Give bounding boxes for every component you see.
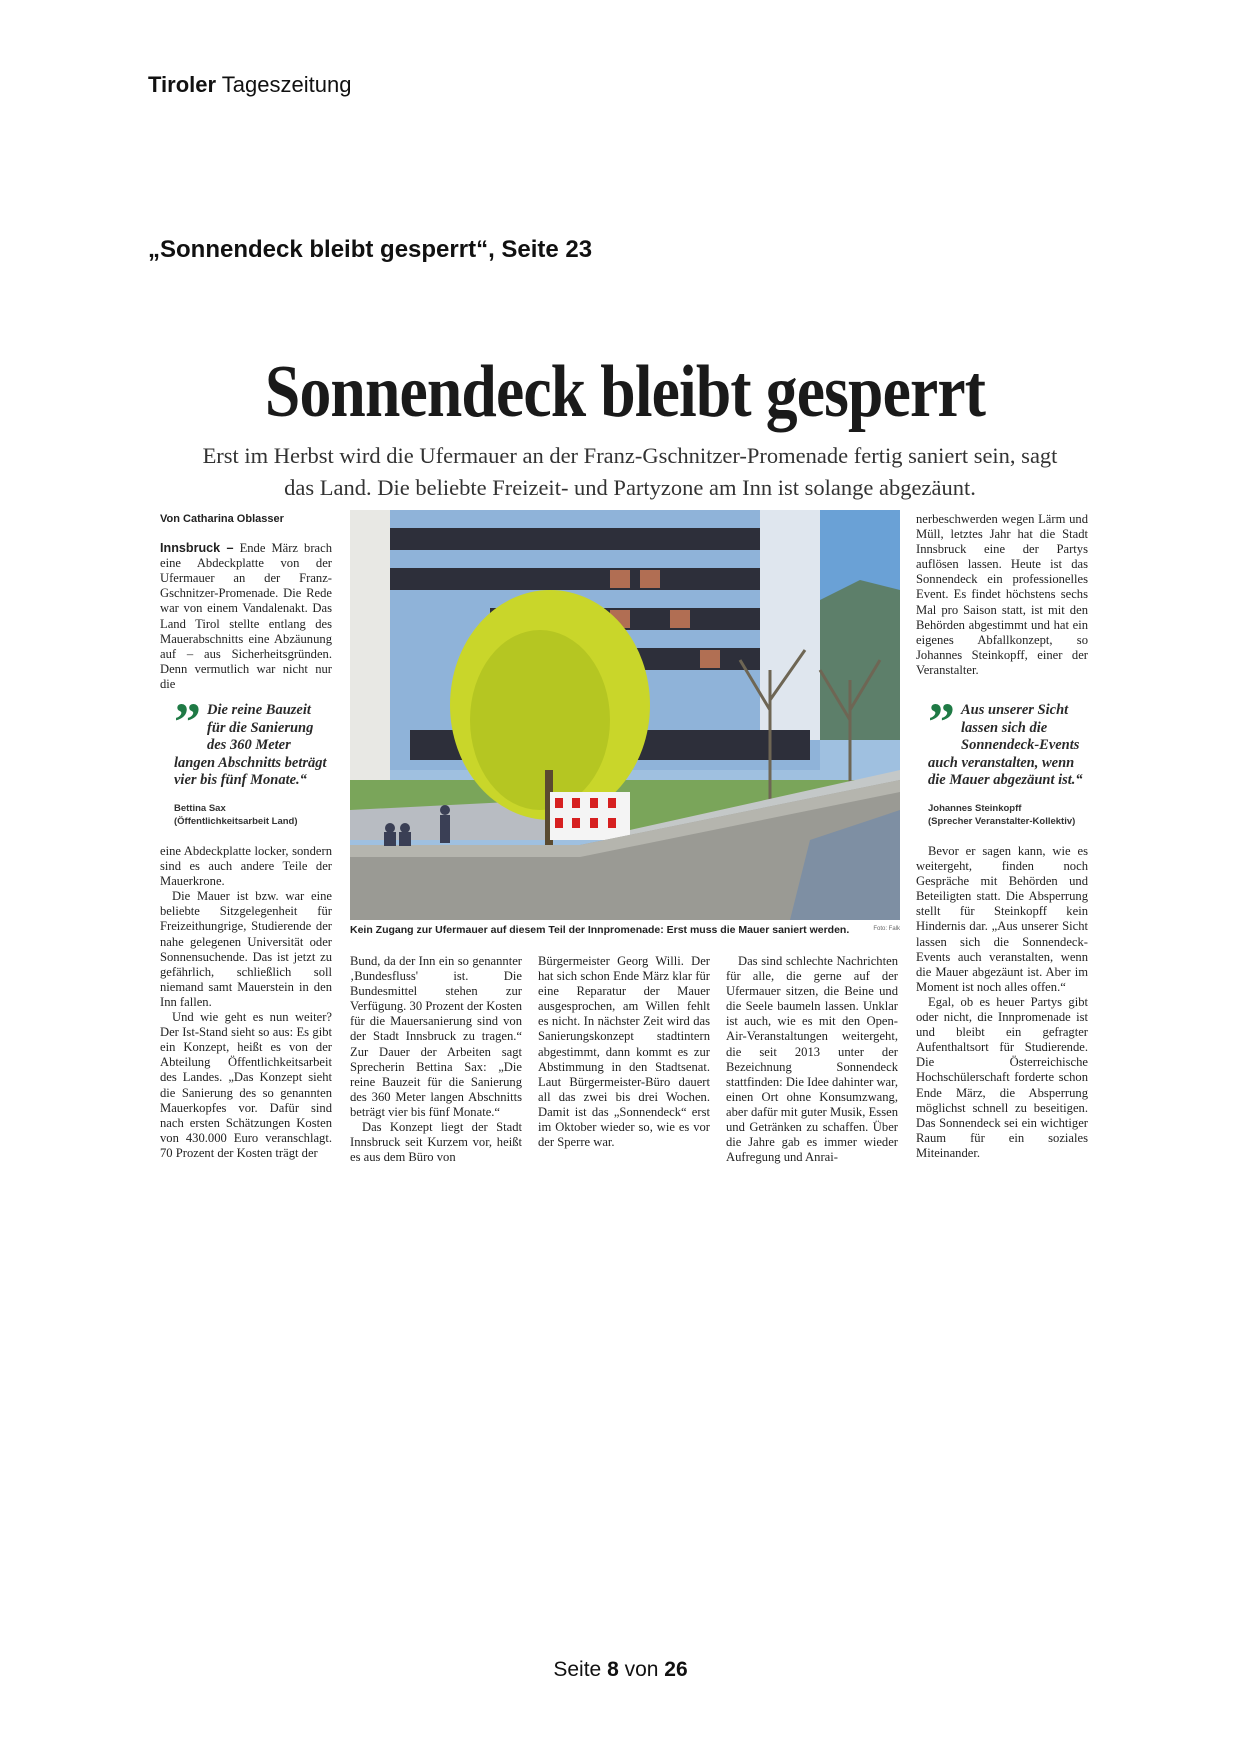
byline: Von Catharina Oblasser xyxy=(160,513,284,525)
pull-quote-source xyxy=(174,802,332,828)
lead-text: Ende März brach eine Abdeckplatte von der Ufermauer an der Franz-Gschnitzer-Promenade. Die Rede war von einem Vandalenakt. Das Land Tirol stellte entlang des Mauerabschnitts eine Abzäunung auf – aus Sicherheitsgründen. Denn vermutlich war nicht nur die xyxy=(160,541,332,691)
mountain xyxy=(820,580,900,740)
paragraph: nerbeschwerden wegen Lärm und Müll, letztes Jahr hat die Stadt Innsbruck eine der Partys auflösen lassen. Heute ist das Sonnendeck ein professionelles Event. Es findet höchstens sechs Mal pro Saison statt, ist mit den Behörden abgestimmt und hat ein eigenes Abfallkonzept, so Johannes Steinkopff, einer der Veranstalter. xyxy=(916,512,1088,677)
paragraph: Bevor er sagen kann, wie es weitergeht, finden noch Gespräche mit Behörden und Beteiligten statt. Die Absperrung stellt für Steinkopff kein Hindernis dar. „Aus unserer Sicht lassen sich die Sonnendeck-Events auch veranstalten, wenn die Mauer abgezäunt ist. Aber im Moment ist noch alles offen.“ xyxy=(916,844,1088,994)
pull-quote-name: Johannes Steinkopff xyxy=(928,802,1022,814)
paragraph: Und wie geht es nun weiter? Der Ist-Stand sieht so aus: Es gibt ein Konzept, heißt es von der Abteilung Öffentlichkeitsarbeit des Landes. „Das Konzept sieht die Sanierung des so genannten Mauerkopfes vor. Dafür sind nach ersten Schätzungen Kosten von 430.000 Euro veranschlagt. 70 Prozent der Kosten trägt der xyxy=(160,1010,332,1160)
column-4 xyxy=(726,954,898,1165)
article-headline: Sonnendeck bleibt gesperrt xyxy=(264,351,986,433)
photo-illustration xyxy=(350,510,900,920)
column-5-bottom xyxy=(916,844,1088,1161)
newspaper-clipping xyxy=(160,340,1090,1190)
column-3 xyxy=(538,954,710,1150)
quote-mark-icon: ” xyxy=(174,692,201,752)
pull-quote-1 xyxy=(174,692,332,828)
column-1-bottom xyxy=(160,844,332,1161)
photo-caption-text: Kein Zugang zur Ufermauer auf diesem Teil der Innpromenade: Erst muss die Mauer saniert werden. xyxy=(350,924,850,936)
current-page: 8 xyxy=(607,1658,619,1681)
total-pages: 26 xyxy=(664,1658,688,1681)
pull-quote-role: (Sprecher Veranstalter-Kollektiv) xyxy=(928,815,1076,827)
footer-middle: von xyxy=(624,1658,659,1681)
footer-prefix: Seite xyxy=(553,1658,602,1681)
publication-name-bold: Tiroler xyxy=(148,72,217,97)
left-wall xyxy=(350,510,390,790)
pull-quote-text: Aus unserer Sicht lassen sich die Sonnendeck-Events auch veranstalten, wenn die Mauer abgezäunt ist.“ xyxy=(928,702,1083,788)
pull-quote-role: (Öffentlichkeitsarbeit Land) xyxy=(174,815,298,827)
paragraph: Die Mauer ist bzw. war eine beliebte Sitzgelegenheit für Freizeithungrige, Studierende der nahe gelegenen Universität oder Sonnensuchende. Das ist jetzt zu gefährlich, schließlich soll niemand samt Mauerstein in den Inn fallen. xyxy=(160,889,332,1009)
pull-quote-text: Die reine Bauzeit für die Sanierung des 360 Meter langen Abschnitts beträgt vier bis fünf Monate.“ xyxy=(174,702,327,788)
paragraph: Das Konzept liegt der Stadt Innsbruck seit Kurzem vor, heißt es aus dem Büro von xyxy=(350,1120,522,1165)
page-footer xyxy=(0,1658,1241,1682)
article-reference: „Sonnendeck bleibt gesperrt“, Seite 23 xyxy=(148,236,593,263)
pull-quote-name: Bettina Sax xyxy=(174,802,226,814)
publication-name-regular: Tageszeitung xyxy=(221,72,352,97)
willow-shade xyxy=(470,630,610,810)
paragraph: Das sind schlechte Nachrichten für alle, die gerne auf der Ufermauer sitzen, die Beine und die Seele baumeln lassen. Unklar ist auch, wie es mit den Open-Air-Veranstaltungen weitergeht, die seit 2013 unter der Bezeichnung Sonnendeck stattfinden: Die Idee dahinter war, einen Ort ohne Konsumzwang, aber dafür mit guter Musik, Essen und Getränken zu schaffen. Über die Jahre gab es immer wieder Aufregung und Anrai- xyxy=(726,954,898,1165)
pull-quote-2 xyxy=(928,692,1088,828)
publication-name xyxy=(148,72,351,98)
lead-paragraph xyxy=(160,541,332,692)
paragraph: Bund, da der Inn ein so genannter ‚Bundesfluss' ist. Die Bundesmittel stehen zur Verfügung. 30 Prozent der Kosten für die Mauersanierung sind von der Stadt Innsbruck zu tragen.“ Zur Dauer der Arbeiten sagt Sprecherin Bettina Sax: „Die reine Bauzeit für die Sanierung des 360 Meter langen Abschnitts beträgt vier bis fünf Monate.“ xyxy=(350,954,522,1119)
paragraph: Egal, ob es heuer Partys gibt oder nicht, die Innpromenade ist und bleibt ein gefragter Aufenthaltsort für Studierende. Die Österreichische Hochschülerschaft forderte schon Ende März, die Absperrung möglichst schnell zu beseitigen. Das Sonnendeck sei ein wichtiger Raum für ein soziales Miteinander. xyxy=(916,994,1088,1160)
column-2 xyxy=(350,954,522,1165)
column-5-top xyxy=(916,512,1088,678)
photo-caption xyxy=(350,924,900,936)
article-photo xyxy=(350,510,900,920)
dateline: Innsbruck – xyxy=(160,541,234,556)
pull-quote-source xyxy=(928,802,1088,828)
paragraph: eine Abdeckplatte locker, sondern sind es auch andere Teile der Mauerkrone. xyxy=(160,844,332,889)
quote-mark-icon: ” xyxy=(928,692,955,752)
article-subheadline: Erst im Herbst wird die Ufermauer an der Franz-Gschnitzer-Promenade fertig saniert sein, sagt das Land. Die beliebte Freizeit- und Partyzone am Inn ist solange abgezäunt. xyxy=(202,443,1058,500)
photo-credit: Foto: Falk xyxy=(873,926,900,932)
column-1-top xyxy=(160,512,332,692)
paragraph: Bürgermeister Georg Willi. Der hat sich schon Ende März klar für eine Reparatur der Mauer ausgesprochen, am Willen fehlt es nicht. In nächster Zeit wird das Sanierungskonzept stadtintern abgestimmt, dann kommt es zur Abstimmung in den Stadtsenat. Laut Bürgermeister-Büro dauert all das zwei bis drei Wochen. Damit ist das „Sonnendeck“ erst im Oktober wieder so, wie es vor der Sperre war. xyxy=(538,954,710,1150)
